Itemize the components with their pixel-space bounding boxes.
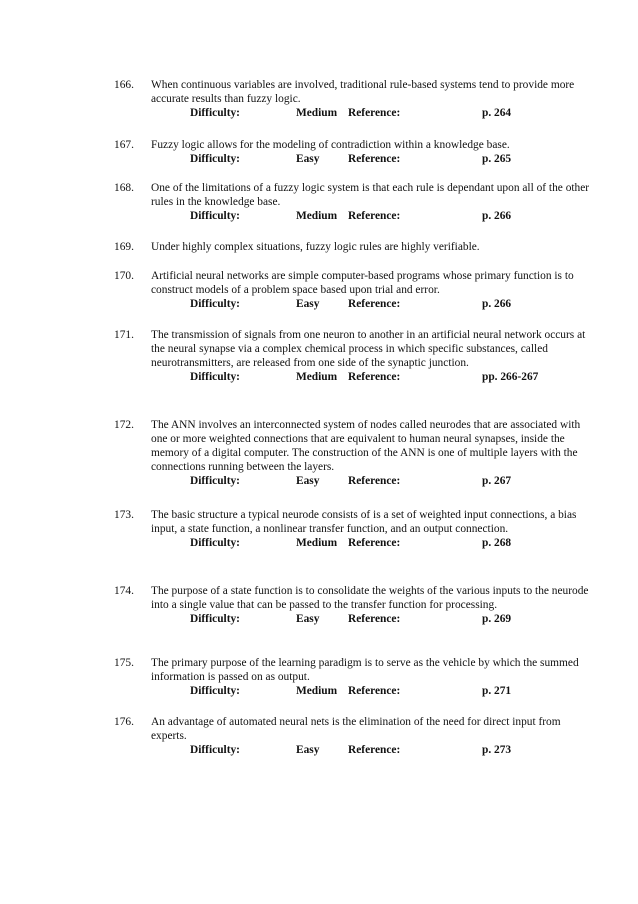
difficulty-label: Difficulty:: [190, 210, 240, 222]
question-meta: [114, 474, 614, 488]
question-number: 176.: [114, 716, 134, 728]
question-meta: [114, 743, 614, 757]
question-item: [114, 181, 614, 223]
question-number: 172.: [114, 419, 134, 431]
question-meta: [114, 106, 614, 120]
difficulty-label: Difficulty:: [190, 153, 240, 165]
reference-label: Reference:: [348, 153, 401, 165]
question-meta: [114, 536, 614, 550]
reference-value: p. 269: [482, 613, 512, 625]
reference-value: p. 267: [482, 475, 512, 487]
question-meta: [114, 209, 614, 223]
reference-value: p. 266: [482, 298, 512, 310]
question-item: [114, 508, 614, 550]
question-number: 175.: [114, 657, 134, 669]
reference-value: pp. 266-267: [482, 371, 539, 383]
question-text: Under highly complex situations, fuzzy logic rules are highly verifiable.: [151, 241, 480, 253]
reference-label: Reference:: [348, 298, 401, 310]
difficulty-value: Medium: [296, 537, 338, 549]
difficulty-value: Medium: [296, 685, 338, 697]
question-number: 167.: [114, 139, 134, 151]
question-text: When continuous variables are involved, traditional rule-based systems tend to provide more accurate results than fuzzy logic.: [151, 79, 575, 105]
reference-value: p. 268: [482, 537, 512, 549]
difficulty-label: Difficulty:: [190, 613, 240, 625]
reference-label: Reference:: [348, 537, 401, 549]
difficulty-label: Difficulty:: [190, 537, 240, 549]
question-number: 166.: [114, 79, 134, 91]
question-text: The basic structure a typical neurode consists of is a set of weighted input connections, a bias input, a state function, a nonlinear transfer function, and an output connection.: [151, 509, 577, 535]
reference-value: p. 264: [482, 107, 512, 119]
question-number: 169.: [114, 241, 134, 253]
question-item: [114, 656, 614, 698]
reference-label: Reference:: [348, 210, 401, 222]
reference-value: p. 271: [482, 685, 512, 697]
question-meta: [114, 370, 614, 384]
reference-value: p. 265: [482, 153, 512, 165]
question-text: Artificial neural networks are simple computer-based programs whose primary function is to construct models of a problem space based upon trial and error.: [151, 270, 574, 296]
question-item: [114, 418, 614, 488]
difficulty-value: Easy: [296, 613, 320, 625]
question-text: Fuzzy logic allows for the modeling of contradiction within a knowledge base.: [151, 139, 510, 151]
question-item: [114, 328, 614, 384]
difficulty-value: Medium: [296, 371, 338, 383]
question-meta: [114, 612, 614, 626]
reference-label: Reference:: [348, 744, 401, 756]
question-number: 174.: [114, 585, 134, 597]
question-meta: [114, 297, 614, 311]
question-item: [114, 715, 614, 757]
reference-label: Reference:: [348, 475, 401, 487]
difficulty-value: Easy: [296, 475, 320, 487]
question-number: 168.: [114, 182, 134, 194]
question-meta: [114, 684, 614, 698]
difficulty-value: Easy: [296, 153, 320, 165]
difficulty-label: Difficulty:: [190, 107, 240, 119]
question-text: An advantage of automated neural nets is the elimination of the need for direct input from experts.: [151, 716, 561, 742]
question-meta: [114, 152, 614, 166]
question-text: The primary purpose of the learning paradigm is to serve as the vehicle by which the summed information is passed on as output.: [151, 657, 579, 683]
difficulty-value: Medium: [296, 107, 338, 119]
reference-label: Reference:: [348, 613, 401, 625]
reference-label: Reference:: [348, 107, 401, 119]
difficulty-label: Difficulty:: [190, 475, 240, 487]
question-text: The purpose of a state function is to consolidate the weights of the various inputs to the neurode into a single value that can be passed to the transfer function for processing.: [151, 585, 589, 611]
difficulty-value: Medium: [296, 210, 338, 222]
question-number: 170.: [114, 270, 134, 282]
question-item: [114, 138, 614, 166]
difficulty-label: Difficulty:: [190, 298, 240, 310]
reference-label: Reference:: [348, 685, 401, 697]
question-item: [114, 240, 614, 254]
question-item: [114, 269, 614, 311]
difficulty-label: Difficulty:: [190, 371, 240, 383]
difficulty-label: Difficulty:: [190, 744, 240, 756]
reference-label: Reference:: [348, 371, 401, 383]
reference-value: p. 273: [482, 744, 512, 756]
difficulty-value: Easy: [296, 298, 320, 310]
question-text: One of the limitations of a fuzzy logic system is that each rule is dependant upon all of the other rules in the knowledge base.: [151, 182, 590, 208]
difficulty-value: Easy: [296, 744, 320, 756]
question-text: The ANN involves an interconnected system of nodes called neurodes that are associated with one or more weighted connections that are equivalent to human neural synapses, inside the memory of a digital computer. The construction of the ANN is one of multiple layers with the connections running between the layers.: [151, 419, 581, 473]
question-text: The transmission of signals from one neuron to another in an artificial neural network occurs at the neural synapse via a complex chemical process in which specific substances, called neurotransmitters, are released from one side of the synaptic junction.: [151, 329, 586, 369]
difficulty-label: Difficulty:: [190, 685, 240, 697]
reference-value: p. 266: [482, 210, 512, 222]
question-item: [114, 78, 614, 120]
question-number: 171.: [114, 329, 134, 341]
question-number: 173.: [114, 509, 134, 521]
question-item: [114, 584, 614, 626]
